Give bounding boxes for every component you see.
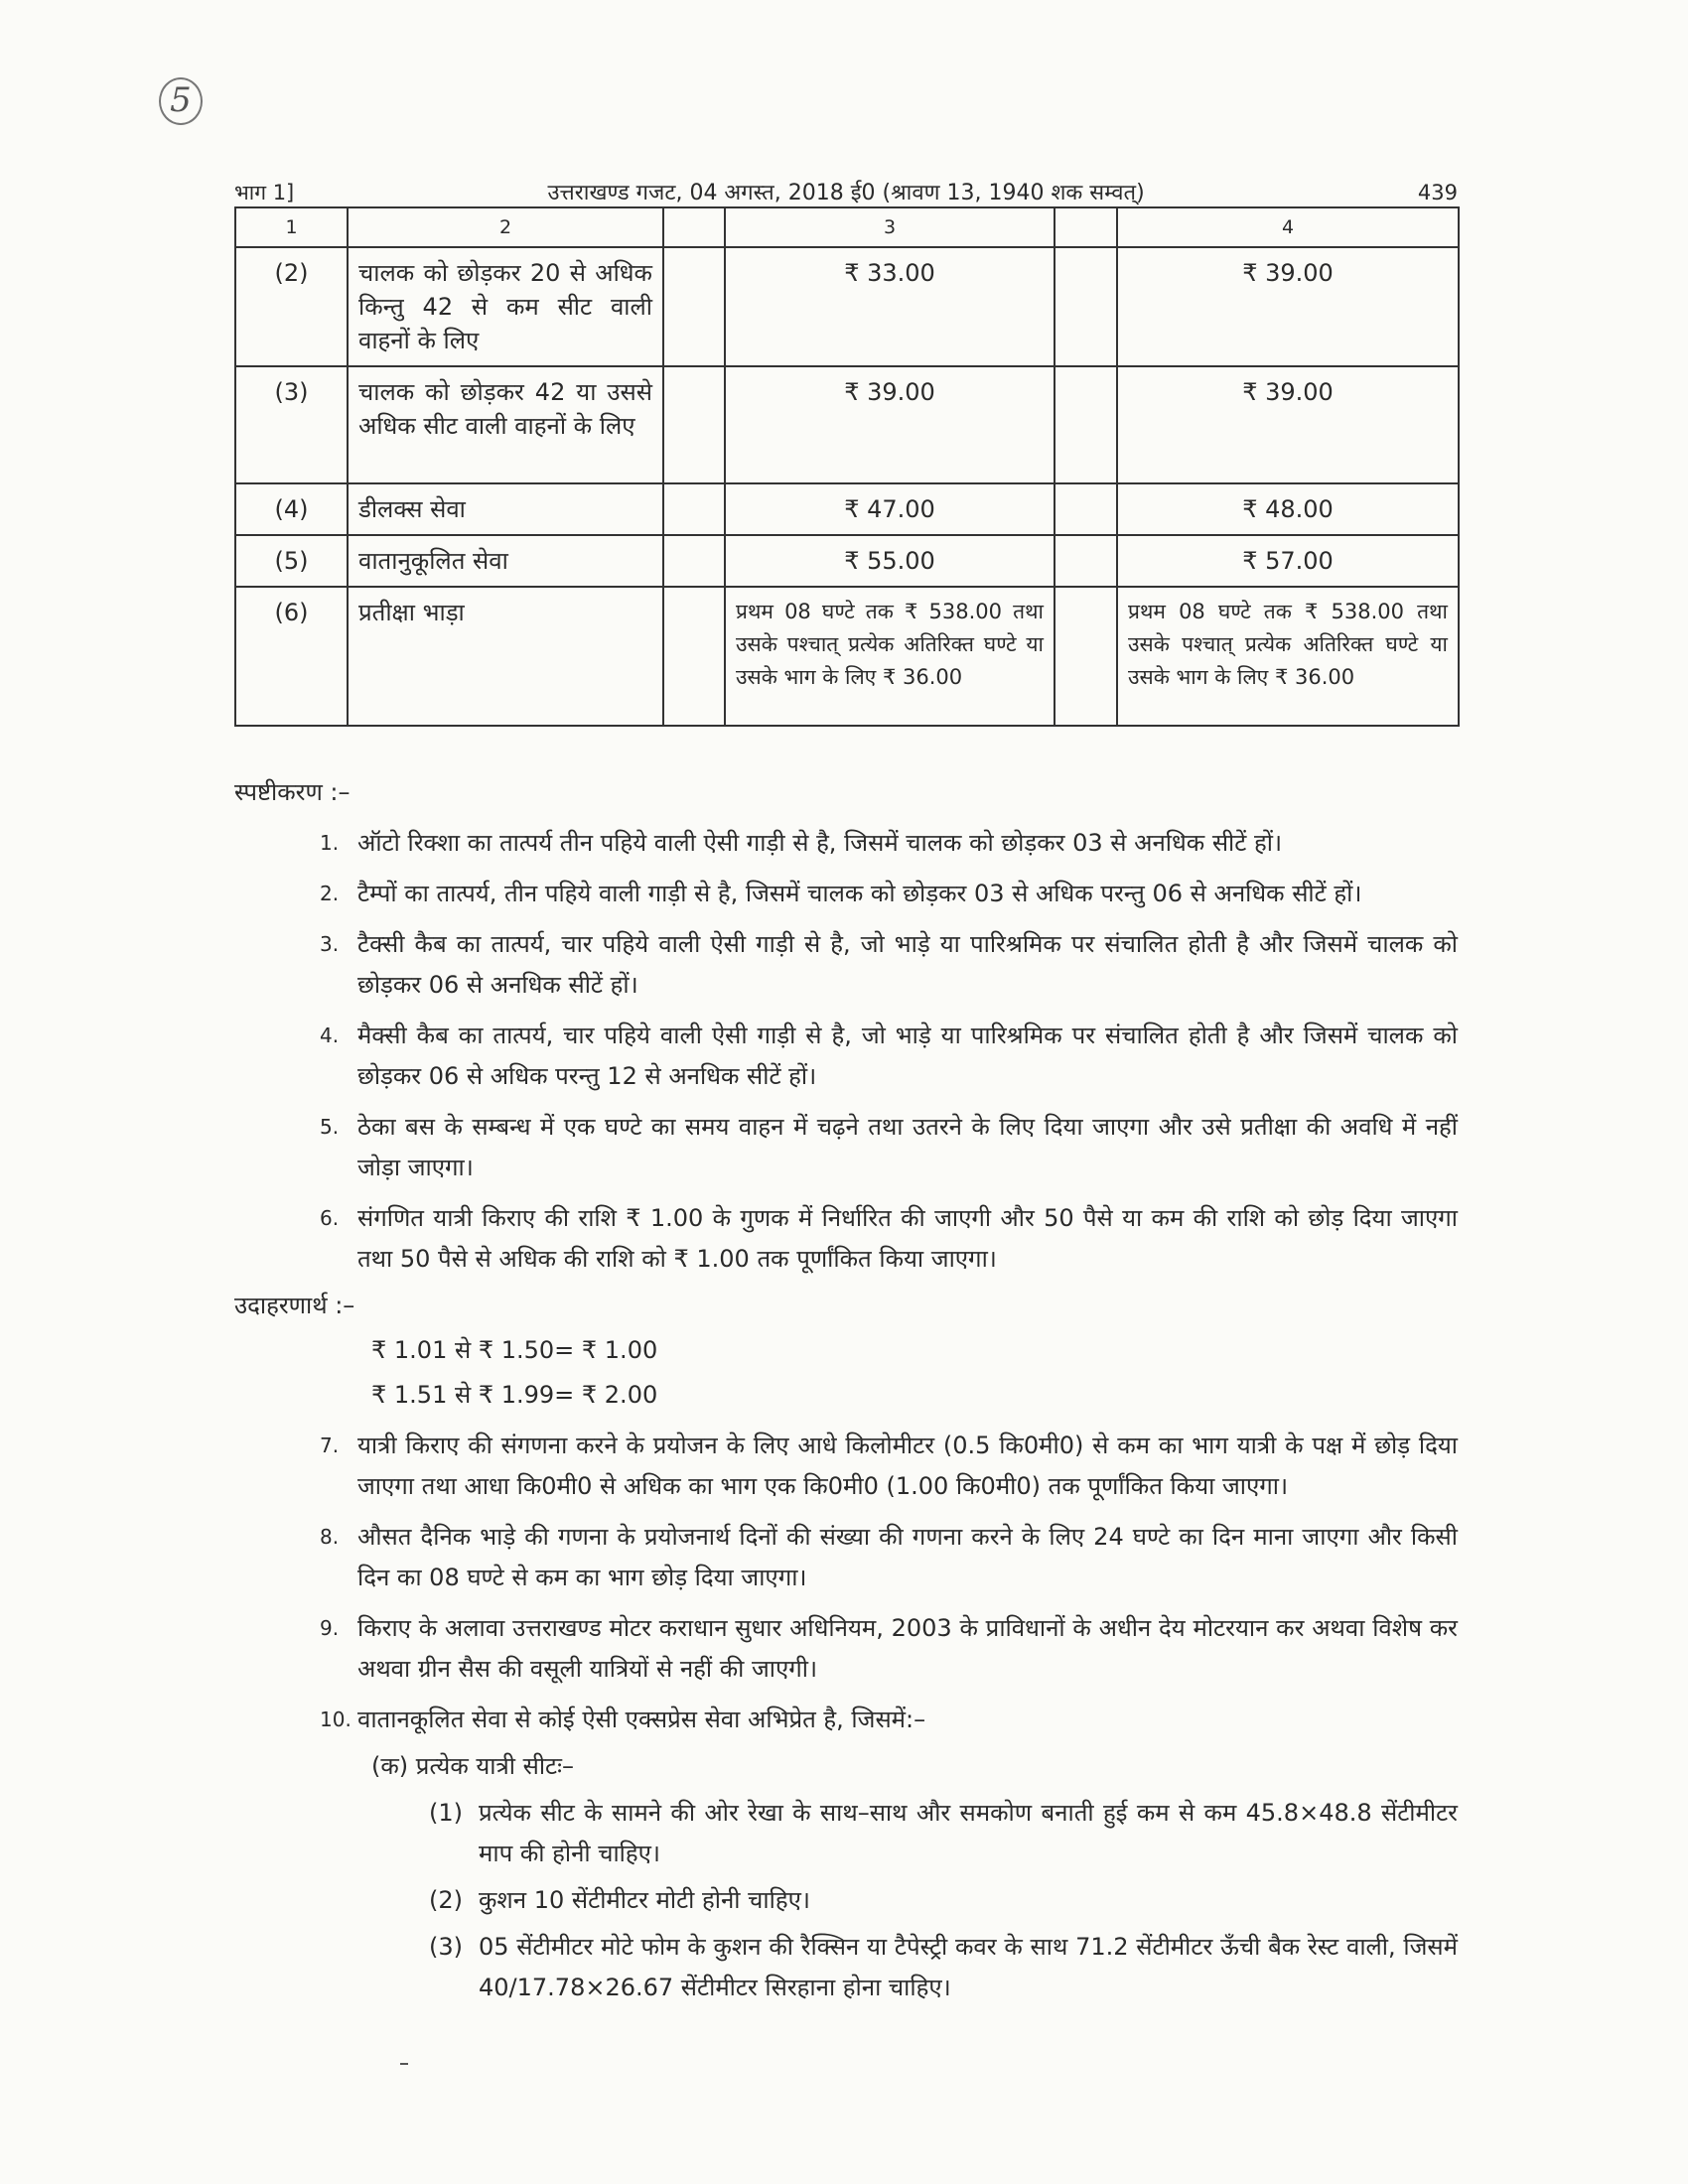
list-item	[234, 1517, 1458, 1598]
list-number: 2.	[320, 882, 340, 905]
sub-list-item	[234, 1927, 1458, 2008]
row-description: प्रतीक्षा भाड़ा	[348, 587, 663, 726]
list-text: संगणित यात्री किराए की राशि ₹ 1.00 के गुणक में निर्धारित की जाएगी और 50 पैसे या कम की राशि को छोड़ दिया जाएगा तथा 50 पैसे से अधिक की राशि को ₹ 1.00 तक पूर्णांकित किया जाएगा।	[357, 1204, 1458, 1273]
list-text: ठेका बस के सम्बन्ध में एक घण्टे का समय वाहन में चढ़ने तथा उतरने के लिए दिया जाएगा और उसे प्रतीक्षा की अवधि में नहीं जोड़ा जाएगा।	[357, 1113, 1458, 1181]
list-item	[234, 823, 1458, 864]
column-spacer	[1055, 207, 1117, 247]
list-number: 10.	[320, 1707, 352, 1731]
empty-cell	[1055, 587, 1117, 726]
list-number: 4.	[320, 1024, 340, 1047]
column-spacer	[663, 207, 725, 247]
list-item	[234, 924, 1458, 1006]
sub-list-item	[234, 1880, 1458, 1921]
empty-cell	[663, 483, 725, 535]
explanation-section	[234, 772, 1458, 2008]
part-label: भाग 1]	[234, 181, 295, 205]
list-item	[234, 1107, 1458, 1188]
sub-list-text: 05 सेंटीमीटर मोटे फोम के कुशन की रैक्सिन या टैपेस्ट्री कवर के साथ 71.2 सेंटीमीटर ऊँची बैक रेस्ट वाली, जिसमें 40/17.78×26.67 सेंटीमीटर सिरहाना होना चाहिए।	[479, 1933, 1458, 2001]
fare-value: ₹ 39.00	[1117, 247, 1459, 366]
column-header: 3	[725, 207, 1055, 247]
sub-list-number: (1)	[429, 1799, 463, 1827]
row-description: वातानुकूलित सेवा	[348, 535, 663, 587]
empty-cell	[1055, 483, 1117, 535]
fare-value: ₹ 47.00	[725, 483, 1055, 535]
fare-value: ₹ 57.00	[1117, 535, 1459, 587]
sub-clause-heading: (क) प्रत्येक यात्री सीटः–	[371, 1752, 574, 1780]
sub-list-item	[234, 1793, 1458, 1874]
sub-list-number: (2)	[429, 1886, 463, 1914]
list-item	[234, 1016, 1458, 1097]
list-text: मैक्सी कैब का तात्पर्य, चार पहिये वाली ऐसी गाड़ी से है, जो भाड़े या पारिश्रमिक पर संचालित होती है और जिसमें चालक को छोड़कर 06 से अधिक परन्तु 12 से अनधिक सीटें हों।	[357, 1022, 1458, 1090]
fare-table	[234, 206, 1460, 727]
empty-cell	[1055, 366, 1117, 483]
list-text: वातानकूलित सेवा से कोई ऐसी एक्सप्रेस सेवा अभिप्रेत है, जिसमें:–	[357, 1706, 926, 1733]
table-row	[235, 535, 1459, 587]
list-item	[234, 1198, 1458, 1280]
list-text: किराए के अलावा उत्तराखण्ड मोटर कराधान सुधार अधिनियम, 2003 के प्राविधानों के अधीन देय मोटरयान कर अथवा विशेष कर अथवा ग्रीन सैस की वसूली यात्रियों से नहीं की जाएगी।	[357, 1614, 1458, 1683]
fare-value: प्रथम 08 घण्टे तक ₹ 538.00 तथा उसके पश्चात् प्रत्येक अतिरिक्त घण्टे या उसके भाग के लिए ₹ 36.00	[725, 587, 1055, 726]
sub-list-number: (3)	[429, 1933, 463, 1961]
fare-value: प्रथम 08 घण्टे तक ₹ 538.00 तथा उसके पश्चात् प्रत्येक अतिरिक्त घण्टे या उसके भाग के लिए ₹ 36.00	[1117, 587, 1459, 726]
list-item	[234, 1700, 1458, 1740]
sub-list-text: कुशन 10 सेंटीमीटर मोटी होनी चाहिए।	[479, 1886, 810, 1914]
empty-cell	[663, 366, 725, 483]
stray-mark	[400, 2063, 408, 2065]
list-number: 5.	[320, 1115, 340, 1139]
column-header: 1	[235, 207, 348, 247]
fare-value: ₹ 48.00	[1117, 483, 1459, 535]
table-row	[235, 483, 1459, 535]
row-description: चालक को छोड़कर 20 से अधिक किन्तु 42 से कम सीट वाली वाहनों के लिए	[348, 247, 663, 366]
list-number: 9.	[320, 1616, 340, 1640]
row-description: चालक को छोड़कर 42 या उससे अधिक सीट वाली वाहनों के लिए	[348, 366, 663, 483]
row-description: डीलक्स सेवा	[348, 483, 663, 535]
empty-cell	[663, 535, 725, 587]
table-header-row	[235, 207, 1459, 247]
column-header: 4	[1117, 207, 1459, 247]
fare-value: ₹ 55.00	[725, 535, 1055, 587]
row-number: (4)	[235, 483, 348, 535]
list-number: 3.	[320, 932, 340, 956]
row-number: (2)	[235, 247, 348, 366]
example-heading: उदाहरणार्थ :–	[234, 1292, 355, 1319]
example-line: ₹ 1.51 से ₹ 1.99= ₹ 2.00	[371, 1381, 658, 1409]
list-number: 6.	[320, 1206, 340, 1230]
fare-value: ₹ 39.00	[725, 366, 1055, 483]
page-number: 439	[1417, 181, 1458, 205]
list-item	[234, 874, 1458, 914]
list-text: यात्री किराए की संगणना करने के प्रयोजन के लिए आधे किलोमीटर (0.5 कि0मी0) से कम का भाग यात्री के पक्ष में छोड़ दिया जाएगा तथा आधा कि0मी0 से अधिक का भाग एक कि0मी0 (1.00 कि0मी0) तक पूर्णांकित किया जाएगा।	[357, 1432, 1458, 1500]
table-row	[235, 247, 1459, 366]
empty-cell	[1055, 247, 1117, 366]
list-item	[234, 1426, 1458, 1507]
row-number: (3)	[235, 366, 348, 483]
row-number: (6)	[235, 587, 348, 726]
empty-cell	[663, 587, 725, 726]
gazette-header	[234, 177, 1458, 206]
example-line: ₹ 1.01 से ₹ 1.50= ₹ 1.00	[371, 1336, 658, 1364]
table-row	[235, 366, 1459, 483]
sub-list-text: प्रत्येक सीट के सामने की ओर रेखा के साथ–साथ और समकोण बनाती हुई कम से कम 45.8×48.8 सेंटीमीटर माप की होनी चाहिए।	[479, 1799, 1458, 1867]
row-number: (5)	[235, 535, 348, 587]
list-text: टैक्सी कैब का तात्पर्य, चार पहिये वाली ऐसी गाड़ी से है, जो भाड़े या पारिश्रमिक पर संचालित होती है और जिसमें चालक को छोड़कर 06 से अनधिक सीटें हों।	[357, 930, 1458, 999]
fare-value: ₹ 39.00	[1117, 366, 1459, 483]
handwritten-page-mark: 5	[159, 77, 203, 125]
list-number: 1.	[320, 831, 340, 855]
list-number: 7.	[320, 1433, 340, 1457]
fare-value: ₹ 33.00	[725, 247, 1055, 366]
list-text: ऑटो रिक्शा का तात्पर्य तीन पहिये वाली ऐसी गाड़ी से है, जिसमें चालक को छोड़कर 03 से अनधिक सीटें हों।	[357, 829, 1283, 857]
list-text: टैम्पों का तात्पर्य, तीन पहिये वाली गाड़ी से है, जिसमें चालक को छोड़कर 03 से अधिक परन्तु 06 से अनधिक सीटें हों।	[357, 880, 1362, 907]
gazette-title: उत्तराखण्ड गजट, 04 अगस्त, 2018 ई0 (श्रावण 13, 1940 शक सम्वत्)	[547, 181, 1145, 205]
list-text: औसत दैनिक भाड़े की गणना के प्रयोजनार्थ दिनों की संख्या की गणना करने के लिए 24 घण्टे का दिन माना जाएगा और किसी दिन का 08 घण्टे से कम का भाग छोड़ दिया जाएगा।	[357, 1523, 1458, 1591]
table-row	[235, 587, 1459, 726]
empty-cell	[1055, 535, 1117, 587]
list-number: 8.	[320, 1525, 340, 1549]
empty-cell	[663, 247, 725, 366]
list-item	[234, 1608, 1458, 1690]
column-header: 2	[348, 207, 663, 247]
explanation-heading: स्पष्टीकरण :–	[234, 778, 351, 806]
